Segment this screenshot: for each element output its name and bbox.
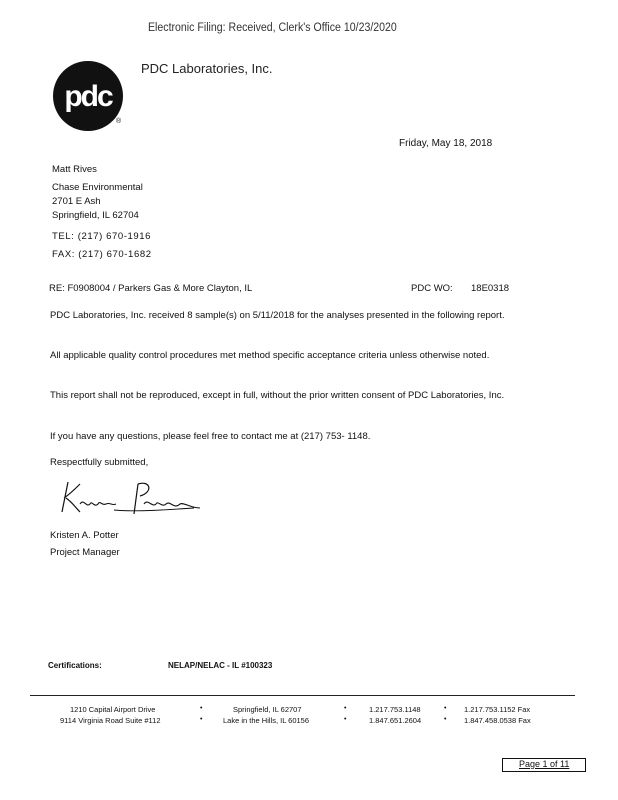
reference-line: RE: F0908004 / Parkers Gas & More Clayton, IL [49, 283, 253, 294]
registered-mark: ® [116, 118, 122, 125]
footer-phone-2: 1.847.651.2604 [369, 716, 422, 725]
footer-bullet: • [444, 705, 447, 712]
paragraph-quality-control: All applicable quality control procedures met method specific acceptance criteria unless otherwise noted. [50, 350, 490, 361]
paragraph-reproduction: This report shall not be reproduced, except in full, without the prior written consent of PDC Laboratories, Inc. [50, 390, 505, 401]
work-order-number: 18E0318 [471, 283, 510, 294]
footer-address-2: 9114 Virginia Road Suite #112 [60, 716, 161, 725]
recipient-name: Matt Rives [52, 164, 97, 175]
company-name: PDC Laboratories, Inc. [141, 61, 273, 76]
recipient-street: 2701 E Ash [52, 196, 101, 207]
work-order-label: PDC WO: [411, 283, 453, 294]
footer-bullet: • [344, 716, 347, 723]
recipient-tel: TEL: (217) 670-1916 [52, 231, 152, 242]
certifications-label: Certifications: [48, 661, 102, 670]
footer-city-1: Springfield, IL 62707 [233, 705, 302, 714]
electronic-filing-header: Electronic Filing: Received, Clerk's Office 10/23/2020 [148, 22, 397, 34]
footer-phone-1: 1.217.753.1148 [369, 705, 421, 714]
footer-city-2: Lake in the Hills, IL 60156 [223, 716, 310, 725]
pdc-logo [52, 60, 124, 132]
recipient-city: Springfield, IL 62704 [52, 210, 139, 221]
footer-bullet: • [200, 705, 203, 712]
footer-divider [30, 695, 575, 696]
footer-fax-2: 1.847.458.0538 Fax [464, 716, 531, 725]
recipient-fax: FAX: (217) 670-1682 [52, 249, 152, 260]
handwritten-signature [54, 474, 204, 522]
letter-date: Friday, May 18, 2018 [399, 138, 493, 149]
signer-title: Project Manager [50, 547, 120, 558]
paragraph-samples-received: PDC Laboratories, Inc. received 8 sample(s) on 5/11/2018 for the analyses presented in the following report. [50, 310, 505, 321]
footer-bullet: • [200, 716, 203, 723]
signer-name: Kristen A. Potter [50, 530, 119, 541]
footer-fax-1: 1.217.753.1152 Fax [464, 705, 531, 714]
certifications-value: NELAP/NELAC - IL #100323 [168, 661, 273, 670]
recipient-company: Chase Environmental [52, 182, 143, 193]
footer-bullet: • [444, 716, 447, 723]
closing: Respectfully submitted, [50, 457, 149, 468]
footer-address-1: 1210 Capital Airport Drive [70, 705, 156, 714]
paragraph-contact: If you have any questions, please feel free to contact me at (217) 753- 1148. [50, 431, 371, 442]
page-indicator: Page 1 of 11 [519, 759, 570, 769]
logo-mark: pdc [64, 80, 112, 113]
footer-bullet: • [344, 705, 347, 712]
